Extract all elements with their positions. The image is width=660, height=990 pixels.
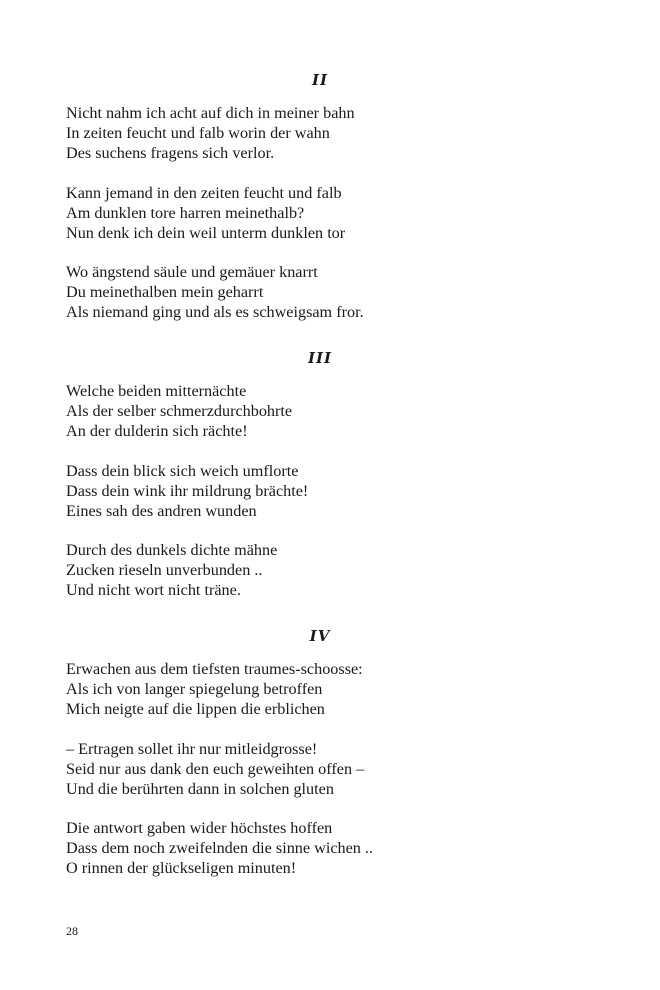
section-heading-iii: III	[307, 349, 333, 367]
stanza-ii-1	[66, 103, 626, 163]
verse-line: Und nicht wort nicht träne.	[66, 581, 241, 599]
verse-line: Dass dem noch zweifelnden die sinne wichen ..	[66, 839, 374, 857]
verse-line: Wo ängstend säule und gemäuer knarrt	[66, 263, 318, 281]
verse-line: In zeiten feucht und falb worin der wahn	[66, 124, 330, 142]
verse-line: Welche beiden mitternächte	[66, 382, 247, 400]
verse-line: Dass dein blick sich weich umflorte	[66, 462, 299, 480]
verse-line: Die antwort gaben wider höchstes hoffen	[66, 819, 333, 837]
stanza-iii-3	[66, 540, 626, 600]
page-number: 28	[66, 924, 78, 938]
verse-line: Dass dein wink ihr mildrung brächte!	[66, 482, 309, 500]
verse-line: An der dulderin sich rächte!	[66, 422, 248, 440]
verse-line: Als ich von langer spiegelung betroffen	[66, 680, 323, 698]
verse-line: Durch des dunkels dichte mähne	[66, 541, 278, 559]
stanza-iv-1	[66, 659, 626, 719]
verse-line: Als niemand ging und als es schweigsam fror.	[66, 303, 364, 321]
stanza-ii-2	[66, 183, 626, 243]
verse-line: Kann jemand in den zeiten feucht und falb	[66, 184, 342, 202]
stanza-iii-1	[66, 381, 626, 441]
verse-line: Nun denk ich dein weil unterm dunklen tor	[66, 224, 346, 242]
section-heading-iv: IV	[309, 627, 331, 645]
stanza-iv-2	[66, 739, 626, 799]
verse-line: Als der selber schmerzdurchbohrte	[66, 402, 293, 420]
verse-line: O rinnen der glückseligen minuten!	[66, 859, 297, 877]
verse-line: Zucken rieseln unverbunden ..	[66, 561, 263, 579]
verse-line: Du meinethalben mein geharrt	[66, 283, 264, 301]
stanza-iv-3	[66, 818, 626, 878]
stanza-ii-3	[66, 262, 626, 322]
verse-line: – Ertragen sollet ihr nur mitleidgrosse!	[66, 740, 318, 758]
verse-line: Und die berührten dann in solchen gluten	[66, 780, 334, 798]
verse-line: Erwachen aus dem tiefsten traumes-schoosse:	[66, 660, 363, 678]
verse-line: Mich neigte auf die lippen die erblichen	[66, 700, 325, 718]
section-heading-ii: II	[311, 71, 329, 89]
verse-line: Nicht nahm ich acht auf dich in meiner bahn	[66, 104, 355, 122]
verse-line: Eines sah des andren wunden	[66, 502, 257, 520]
stanza-iii-2	[66, 461, 626, 521]
verse-line: Des suchens fragens sich verlor.	[66, 144, 275, 162]
verse-line: Am dunklen tore harren meinethalb?	[66, 204, 305, 222]
verse-line: Seid nur aus dank den euch geweihten offen –	[66, 760, 365, 778]
